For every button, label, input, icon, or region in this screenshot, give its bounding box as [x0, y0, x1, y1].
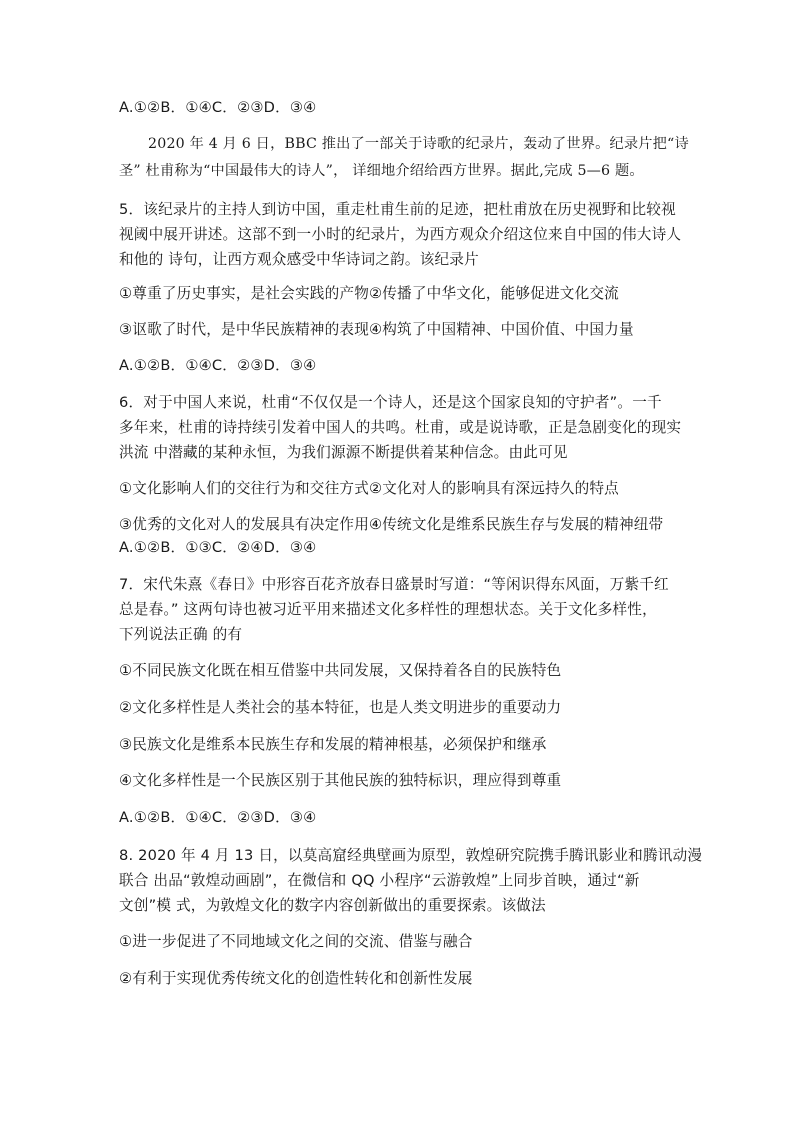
question-7-stem-line-1: 7．宋代朱熹《春日》中形容百花齐放春日盛景时写道：“等闲识得东风面，万紫千红 — [119, 576, 669, 593]
passage-intro-line-1: 2020 年 4 月 6 日，BBC 推出了一部关于诗歌的纪录片，轰动了世界。纪录片把“诗 — [148, 136, 689, 152]
question-5-stem-line-2: 视阈中展开讲述。这部不到一小时的纪录片，为西方观众介绍这位来自中国的伟大诗人 — [119, 226, 682, 243]
question-7-choice-1: ①不同民族文化既在相互借鉴中共同发展，又保持着各自的民族特色 — [119, 662, 562, 679]
question-7-choice-4: ④文化多样性是一个民族区别于其他民族的独特标识，理应得到尊重 — [119, 772, 562, 789]
question-5-stem-line-3: 和他的 诗句，让西方观众感受中华诗词之韵。该纪录片 — [119, 251, 479, 268]
question-7-stem-line-2: 总是春。” 这两句诗也被习近平用来描述文化多样性的理想状态。关于文化多样性， — [119, 601, 657, 618]
question-6-stem-line-3: 洪流 中潜藏的某种永恒，为我们源源不断提供着某种信念。由此可见 — [119, 444, 568, 461]
answer-options-q4: A.①②B．①④C．②③D．③④ — [119, 99, 317, 116]
question-7-stem-line-3: 下列说法正确 的有 — [119, 626, 243, 643]
question-5-stem-line-1: 5．该纪录片的主持人到访中国，重走杜甫生前的足迹，把杜甫放在历史视野和比较视 — [119, 201, 676, 218]
answer-options-q7: A.①②B．①④C．②③D．③④ — [119, 809, 317, 826]
question-8-stem-line-3: 文创”模 式，为敦煌文化的数字内容创新做出的重要探索。该做法 — [119, 897, 546, 914]
question-8-stem-line-1: 8. 2020 年 4 月 13 日，以莫高窟经典壁画为原型，敦煌研究院携手腾讯影业和腾讯动漫 — [119, 847, 703, 864]
question-6-stem-line-2: 多年来，杜甫的诗持续引发着中国人的共鸣。杜甫，或是说诗歌，正是急剧变化的现实 — [119, 419, 682, 436]
question-8-choice-1: ①进一步促进了不同地域文化之间的交流、借鉴与融合 — [119, 933, 473, 950]
passage-intro-line-2: 圣” 杜甫称为“中国最伟大的诗人”， 详细地介绍给西方世界。据此,完成 5—6 题。 — [119, 163, 644, 179]
question-8-stem-line-2: 联合 出品“敦煌动画剧”，在微信和 QQ 小程序“云游敦煌”上同步首映，通过“新 — [119, 872, 640, 889]
question-5-choices-1-2: ①尊重了历史事实，是社会实践的产物②传播了中华文化，能够促进文化交流 — [119, 285, 619, 302]
question-8-choice-2: ②有利于实现优秀传统文化的创造性转化和创新性发展 — [119, 970, 473, 987]
question-6-stem-line-1: 6．对于中国人来说，杜甫“不仅仅是一个诗人，还是这个国家良知的守护者”。一千 — [119, 394, 662, 411]
question-6-choices-3-4: ③优秀的文化对人的发展具有决定作用④传统文化是维系民族生存与发展的精神纽带 — [119, 516, 664, 533]
question-7-choice-3: ③民族文化是维系本民族生存和发展的精神根基，必须保护和继承 — [119, 736, 547, 753]
question-7-choice-2: ②文化多样性是人类社会的基本特征，也是人类文明进步的重要动力 — [119, 699, 562, 716]
question-5-choices-3-4: ③讴歌了时代，是中华民族精神的表现④构筑了中国精神、中国价值、中国力量 — [119, 321, 634, 338]
question-6-choices-1-2: ①文化影响人们的交往行为和交往方式②文化对人的影响具有深远持久的特点 — [119, 480, 619, 497]
answer-options-q5: A.①②B．①④C．②③D．③④ — [119, 357, 317, 374]
answer-options-q6: A.①②B．①③C．②④D．③④ — [119, 539, 317, 556]
